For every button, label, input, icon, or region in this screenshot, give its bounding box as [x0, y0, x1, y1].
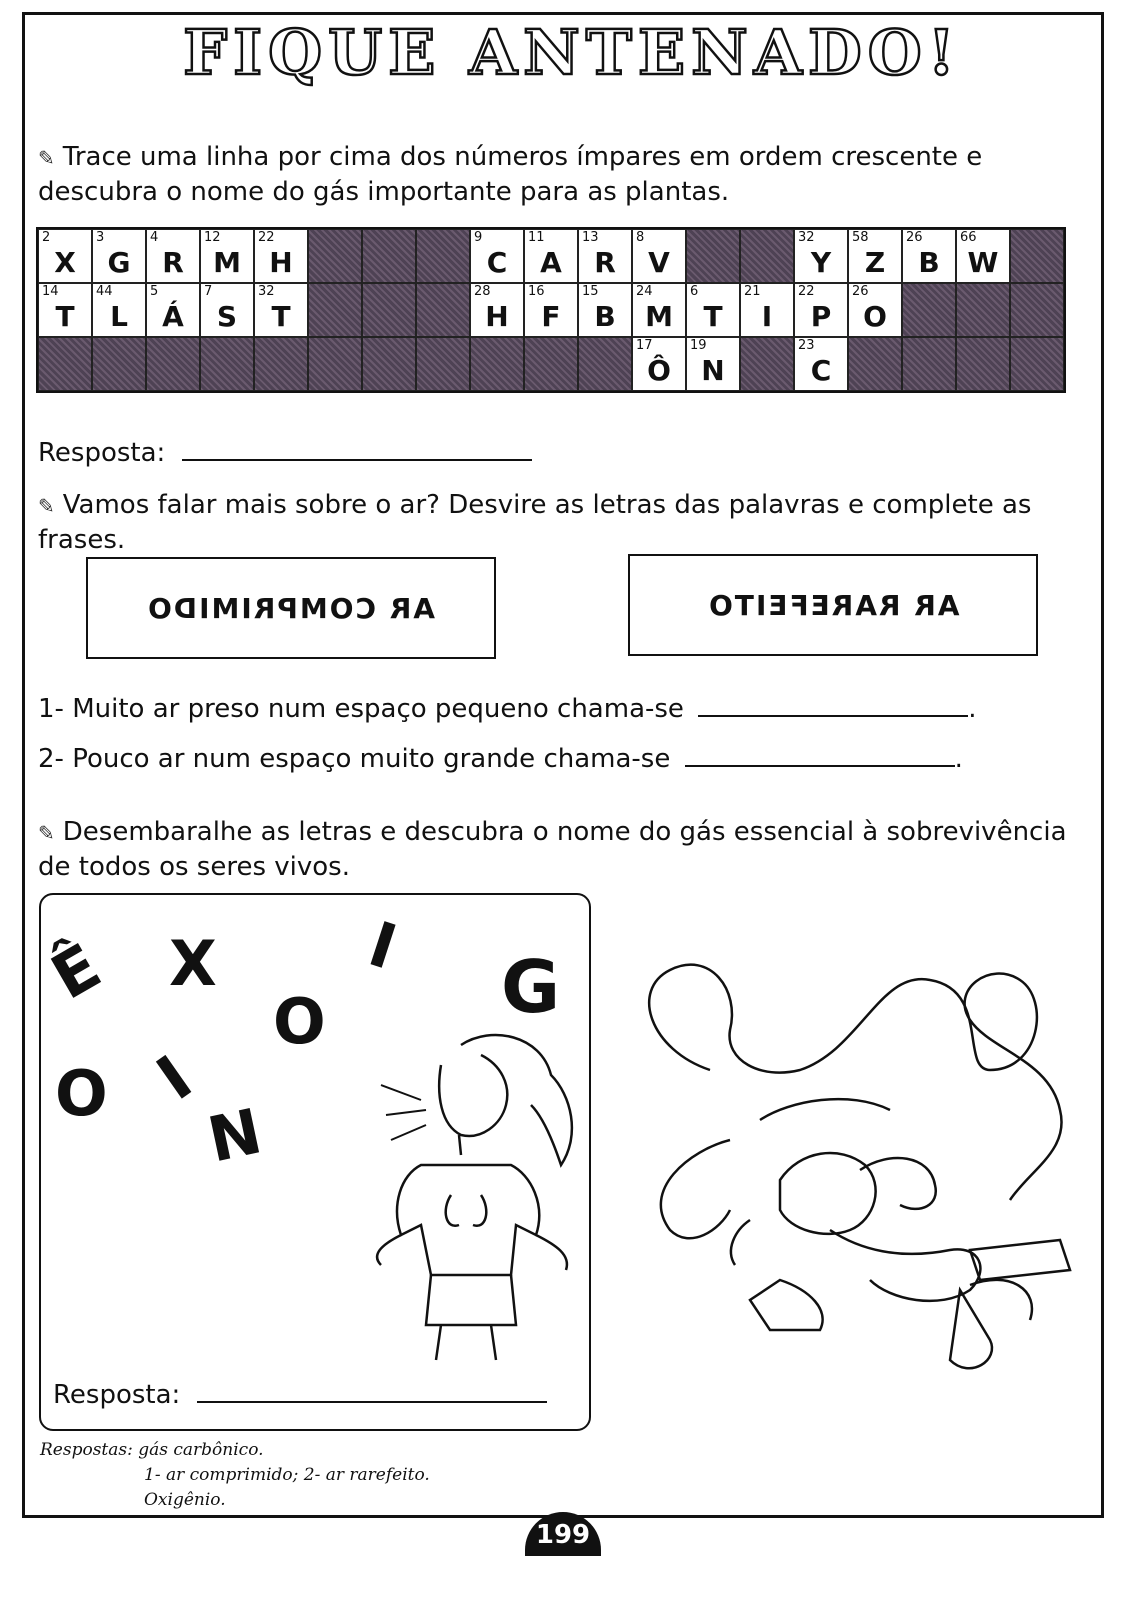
grid-cell-letter: B [594, 300, 616, 333]
grid-cell-letter: S [216, 300, 238, 333]
grid-cell-shaded [578, 337, 632, 391]
grid-cell-letter: T [271, 300, 291, 333]
grid-cell-shaded [308, 337, 362, 391]
grid-cell-shaded [362, 229, 416, 283]
grid-cell-letter: V [648, 246, 670, 279]
grid-cell-number: 44 [96, 284, 113, 299]
grid-cell-number: 5 [150, 284, 159, 299]
grid-cell[interactable] [200, 283, 254, 337]
scrambled-letter: I [143, 1041, 205, 1115]
grid-cell-number: 13 [582, 230, 599, 245]
scrambled-letter: G [501, 945, 561, 1029]
grid-cell-shaded [200, 337, 254, 391]
grid-cell[interactable] [794, 229, 848, 283]
grid-cell-number: 4 [150, 230, 159, 245]
grid-cell-number: 22 [258, 230, 275, 245]
grid-cell-letter: C [810, 354, 832, 387]
grid-cell-number: 28 [474, 284, 491, 299]
page-number: 199 [525, 1512, 601, 1556]
instruction-1-text: Trace uma linha por cima dos números ímpares em ordem crescente e descubra o nome do gás importante para as plantas. [38, 142, 983, 207]
grid-cell[interactable] [254, 229, 308, 283]
grid-cell[interactable] [92, 283, 146, 337]
grid-cell-letter: W [967, 246, 999, 279]
grid-cell-letter: Z [864, 246, 886, 279]
grid-cell-shaded [362, 337, 416, 391]
question-2 [38, 743, 963, 775]
grid-cell-number: 26 [852, 284, 869, 299]
instruction-2-text: Vamos falar mais sobre o ar? Desvire as letras das palavras e complete as frases. [38, 490, 1032, 555]
grid-cell-number: 24 [636, 284, 653, 299]
scrambled-letter: O [273, 985, 326, 1058]
grid-cell[interactable] [902, 229, 956, 283]
grid-cell-number: 58 [852, 230, 869, 245]
grid-cell-letter: Ô [647, 354, 671, 387]
girl-drawing-illustration [630, 950, 1100, 1420]
answer-3-blank[interactable] [197, 1401, 547, 1403]
grid-cell-letter: F [541, 300, 561, 333]
letter-grid [36, 227, 1066, 393]
grid-cell-letter: H [269, 246, 293, 279]
grid-cell-letter: T [55, 300, 75, 333]
grid-cell[interactable] [254, 283, 308, 337]
grid-cell-letter: I [761, 300, 773, 333]
answer-key [40, 1438, 430, 1513]
grid-cell-number: 32 [258, 284, 275, 299]
scrambled-letter: I [360, 907, 405, 984]
scrambled-letter: N [201, 1094, 268, 1177]
grid-cell-shaded [308, 283, 362, 337]
grid-cell[interactable] [524, 229, 578, 283]
grid-cell-shaded [1010, 229, 1064, 283]
instruction-1 [38, 140, 1098, 209]
grid-cell-letter: H [485, 300, 509, 333]
mirrored-word-1: AR COMPRIMIDO [146, 591, 436, 625]
girl-breathing-illustration [341, 1025, 581, 1365]
answer-key-line-1: Respostas: gás carbônico. [40, 1440, 264, 1460]
instruction-3-text: Desembaralhe as letras e descubra o nome do gás essencial à sobrevivência de todos os seres vivos. [38, 817, 1067, 882]
grid-cell-letter: O [863, 300, 887, 333]
grid-cell[interactable] [848, 229, 902, 283]
grid-cell-number: 16 [528, 284, 545, 299]
grid-cell-number: 12 [204, 230, 221, 245]
grid-cell[interactable] [470, 283, 524, 337]
grid-cell-number: 23 [798, 338, 815, 353]
scrambled-letter: O [55, 1057, 108, 1130]
grid-cell-number: 22 [798, 284, 815, 299]
mirrored-word-box-2 [628, 554, 1038, 656]
instruction-2 [38, 488, 1098, 557]
question-1 [38, 693, 976, 725]
grid-cell-shaded [1010, 337, 1064, 391]
answer-key-line-2: 1- ar comprimido; 2- ar rarefeito. [144, 1465, 430, 1485]
grid-cell-shaded [416, 229, 470, 283]
grid-cell-number: 8 [636, 230, 645, 245]
grid-cell-number: 66 [960, 230, 977, 245]
grid-cell[interactable] [686, 283, 740, 337]
grid-cell-letter: X [54, 246, 76, 279]
grid-cell[interactable] [146, 229, 200, 283]
grid-cell-number: 7 [204, 284, 213, 299]
grid-cell-shaded [362, 283, 416, 337]
grid-cell-number: 32 [798, 230, 815, 245]
question-2-text: 2- Pouco ar num espaço muito grande chama-se [38, 744, 671, 774]
scramble-panel [39, 893, 591, 1431]
grid-cell-shaded [254, 337, 308, 391]
instruction-3 [38, 815, 1103, 884]
answer-key-line-3: Oxigênio. [144, 1490, 226, 1510]
pencil-icon: ✎ [38, 821, 55, 845]
question-1-period: . [968, 694, 977, 724]
grid-cell-shaded [902, 283, 956, 337]
grid-cell-shaded [308, 229, 362, 283]
grid-cell[interactable] [38, 283, 92, 337]
grid-cell-number: 17 [636, 338, 653, 353]
grid-cell[interactable] [686, 337, 740, 391]
grid-cell[interactable] [794, 283, 848, 337]
grid-cell[interactable] [38, 229, 92, 283]
grid-cell-letter: R [594, 246, 616, 279]
grid-cell[interactable] [632, 283, 686, 337]
grid-cell-number: 2 [42, 230, 51, 245]
grid-cell[interactable] [470, 229, 524, 283]
grid-cell-letter: Á [162, 300, 184, 333]
grid-cell[interactable] [794, 337, 848, 391]
grid-cell-number: 3 [96, 230, 105, 245]
grid-cell-letter: M [213, 246, 241, 279]
grid-cell-number: 6 [690, 284, 699, 299]
grid-cell[interactable] [578, 283, 632, 337]
grid-cell-shaded [740, 229, 794, 283]
grid-cell[interactable] [632, 229, 686, 283]
grid-cell[interactable] [956, 229, 1010, 283]
grid-cell-letter: R [162, 246, 184, 279]
grid-cell-shaded [902, 337, 956, 391]
grid-cell-shaded [524, 337, 578, 391]
grid-cell-number: 14 [42, 284, 59, 299]
question-1-blank[interactable] [698, 715, 968, 717]
grid-cell-letter: B [918, 246, 940, 279]
scrambled-letter: Ê [39, 929, 113, 1014]
grid-cell-number: 15 [582, 284, 599, 299]
grid-cell[interactable] [632, 337, 686, 391]
pencil-icon: ✎ [38, 494, 55, 518]
grid-cell-letter: Y [810, 246, 832, 279]
answer-1-blank[interactable] [182, 459, 532, 461]
grid-cell-shaded [956, 337, 1010, 391]
grid-cell[interactable] [524, 283, 578, 337]
page-title: FIQUE ANTENADO! [183, 16, 961, 89]
grid-cell-shaded [686, 229, 740, 283]
question-2-period: . [954, 744, 963, 774]
grid-cell[interactable] [200, 229, 254, 283]
grid-cell-shaded [38, 337, 92, 391]
grid-cell-shaded [146, 337, 200, 391]
grid-cell-letter: G [107, 246, 131, 279]
question-1-text: 1- Muito ar preso num espaço pequeno chama-se [38, 694, 684, 724]
answer-3-label: Resposta: [53, 1380, 181, 1410]
answer-1 [38, 437, 532, 469]
question-2-blank[interactable] [685, 765, 955, 767]
mirrored-word-box-1 [86, 557, 496, 659]
grid-cell-number: 21 [744, 284, 761, 299]
answer-1-label: Resposta: [38, 438, 166, 468]
grid-cell[interactable] [92, 229, 146, 283]
grid-cell-shaded [416, 337, 470, 391]
grid-cell-number: 11 [528, 230, 545, 245]
grid-cell[interactable] [740, 283, 794, 337]
grid-cell-shaded [848, 337, 902, 391]
grid-cell-letter: P [810, 300, 832, 333]
grid-cell-number: 19 [690, 338, 707, 353]
grid-cell-number: 26 [906, 230, 923, 245]
grid-cell-letter: A [540, 246, 562, 279]
mirrored-word-2: AR RAREFEITO [706, 588, 960, 622]
pencil-icon: ✎ [38, 146, 55, 170]
grid-cell-shaded [1010, 283, 1064, 337]
grid-cell[interactable] [146, 283, 200, 337]
grid-cell[interactable] [578, 229, 632, 283]
grid-cell-letter: M [645, 300, 673, 333]
grid-cell-number: 9 [474, 230, 483, 245]
grid-cell-shaded [92, 337, 146, 391]
grid-cell-shaded [956, 283, 1010, 337]
scrambled-letter: X [169, 927, 217, 1000]
grid-cell-shaded [470, 337, 524, 391]
grid-cell-letter: T [703, 300, 723, 333]
grid-cell-shaded [740, 337, 794, 391]
grid-cell-shaded [416, 283, 470, 337]
answer-3 [53, 1379, 547, 1411]
grid-cell-letter: L [110, 300, 128, 333]
grid-cell-letter: C [486, 246, 508, 279]
grid-cell-letter: N [701, 354, 725, 387]
grid-cell[interactable] [848, 283, 902, 337]
